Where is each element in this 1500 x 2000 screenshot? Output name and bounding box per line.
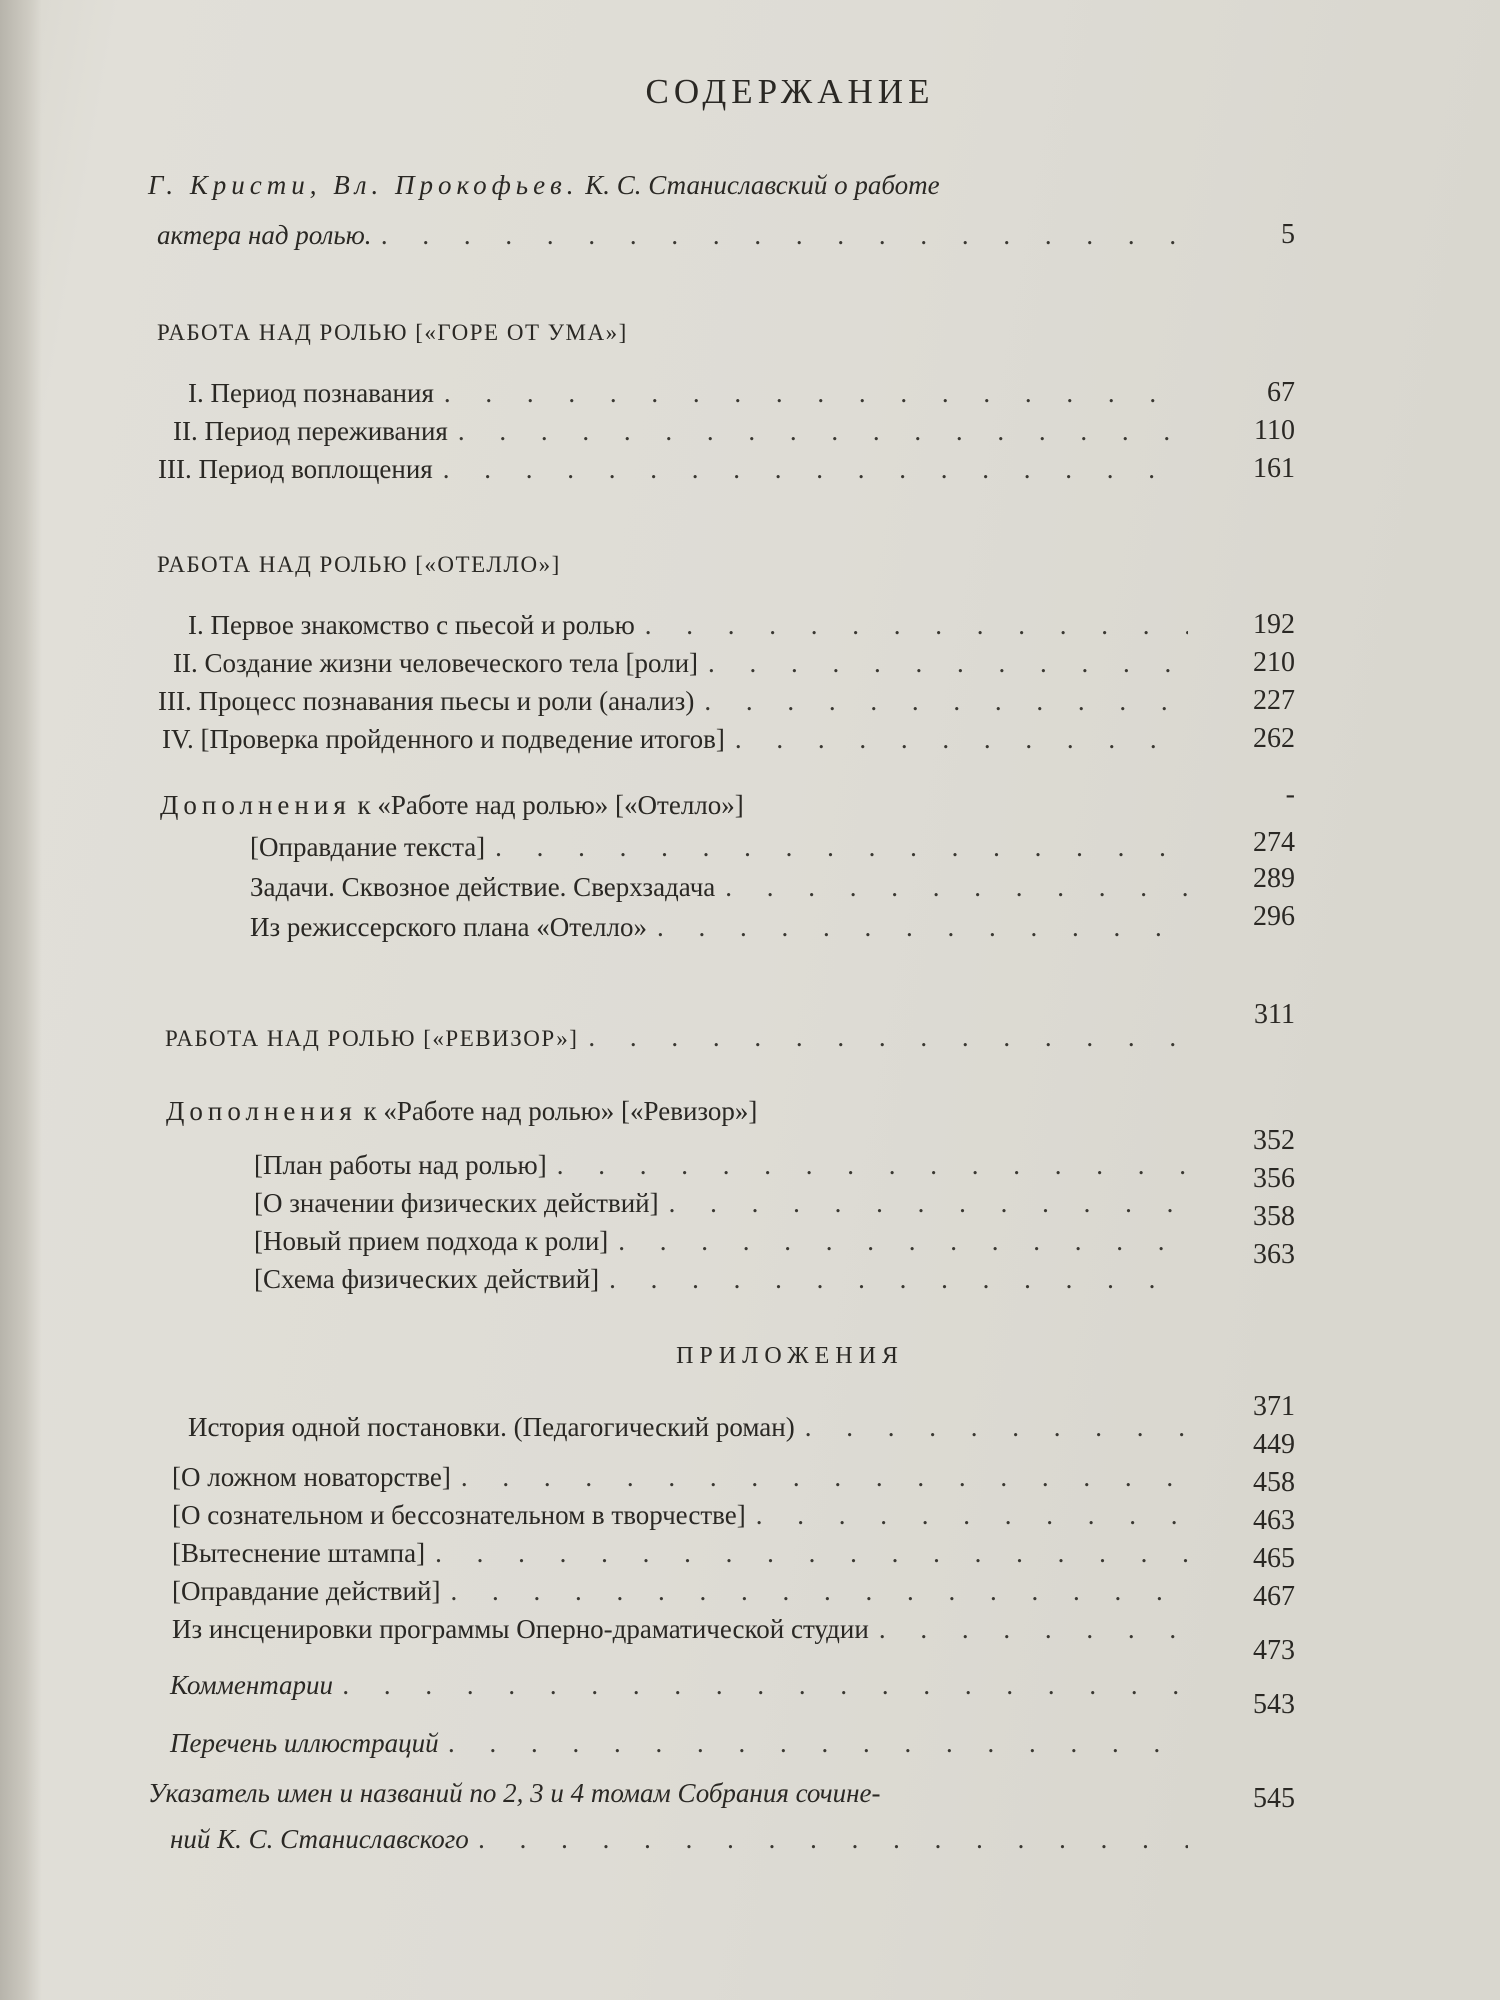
toc-intro-line1 — [148, 168, 1198, 202]
toc-entry — [162, 722, 1198, 756]
leader-dots — [479, 1822, 1188, 1856]
toc-intro-page: 5 — [1281, 219, 1295, 250]
toc-entry-label: I. Первое знакомство с пьесой и ролью — [188, 610, 635, 640]
toc-subentry — [254, 1262, 1198, 1296]
toc-entry-page: 262 — [1253, 723, 1295, 754]
toc-entry-label: Комментарии — [170, 1670, 334, 1700]
toc-entry-page: 67 — [1267, 377, 1295, 408]
toc-entry-page: 296 — [1253, 901, 1295, 932]
toc-entry-page: 356 — [1253, 1163, 1295, 1194]
toc-entry-label: I. Период познавания — [188, 378, 434, 408]
toc-entry — [158, 684, 1198, 718]
appendices-heading: ПРИЛОЖЕНИЯ — [676, 1343, 904, 1369]
leader-dots — [657, 910, 1188, 944]
toc-entry-page: 545 — [1253, 1783, 1295, 1814]
toc-entry — [158, 452, 1198, 486]
toc-entry-label: Перечень иллюстраций — [170, 1728, 439, 1758]
toc-entry-label: [О значении физических действий] — [254, 1188, 659, 1218]
leader-dots — [756, 1498, 1188, 1532]
toc-subentry — [250, 910, 1198, 944]
leader-dots — [449, 1726, 1188, 1760]
toc-entry-page: 458 — [1253, 1467, 1295, 1498]
section-heading-griboyedov: РАБОТА НАД РОЛЬЮ [«ГОРЕ ОТ УМА»] — [157, 320, 628, 345]
leader-dots — [704, 684, 1188, 718]
toc-entry — [172, 1574, 1198, 1608]
toc-entry — [172, 1536, 1198, 1570]
toc-intro-line2 — [157, 218, 1197, 252]
leader-dots — [618, 1224, 1188, 1258]
leader-dots — [725, 870, 1188, 904]
toc-entry — [170, 1668, 1198, 1702]
toc-intro-title-part1: К. С. Станиславский о работе — [578, 170, 940, 200]
toc-entry-page: 449 — [1253, 1429, 1295, 1460]
toc-intro-authors: Г. Кристи, Вл. Прокофьев. — [148, 170, 579, 200]
toc-entry-label: [О ложном новаторстве] — [172, 1462, 451, 1492]
toc-entry-label: III. Процесс познавания пьесы и роли (анализ) — [158, 686, 695, 716]
toc-entry — [172, 1460, 1198, 1494]
supplements-title: к «Работе над ролью» [«Ревизор»] — [356, 1096, 758, 1126]
leader-dots — [444, 376, 1188, 410]
toc-entry-page: 352 — [1253, 1125, 1295, 1156]
toc-entry-label: II. Создание жизни человеческого тела [роли] — [173, 648, 699, 678]
toc-entry-label: ний К. С. Станиславского — [170, 1824, 469, 1854]
leader-dots — [588, 1020, 1188, 1054]
leader-dots — [443, 452, 1188, 486]
supplements-heading-othello — [160, 788, 744, 822]
toc-entry-label: [Новый прием подхода к роли] — [254, 1226, 609, 1256]
toc-entry — [172, 1612, 1198, 1646]
toc-entry-page: 363 — [1253, 1239, 1295, 1270]
toc-entry — [170, 1822, 1198, 1856]
toc-entry-page: 311 — [1254, 999, 1295, 1030]
toc-entry-label: IV. [Проверка пройденного и подведение итогов] — [162, 724, 725, 754]
leader-dots — [458, 414, 1188, 448]
toc-entry-page: 210 — [1253, 647, 1295, 678]
toc-entry-label: История одной постановки. (Педагогический роман) — [188, 1412, 795, 1442]
toc-entry — [173, 646, 1198, 680]
toc-entry — [188, 376, 1198, 410]
toc-entry-page: 227 — [1253, 685, 1295, 716]
supplements-title: к «Работе над ролью» [«Отелло»] — [350, 790, 744, 820]
leader-dots — [557, 1148, 1188, 1182]
toc-entry-page: 371 — [1253, 1391, 1295, 1422]
toc-entry-label: [План работы над ролью] — [254, 1150, 547, 1180]
toc-subentry — [254, 1186, 1198, 1220]
toc-entry-page: 467 — [1253, 1581, 1295, 1612]
supplements-prefix: Дополнения — [166, 1096, 357, 1126]
toc-entry-label: Из режиссерского плана «Отелло» — [250, 912, 647, 942]
toc-entry-page: 473 — [1253, 1635, 1295, 1666]
toc-entry-page: - — [1285, 779, 1295, 810]
section-heading-othello: РАБОТА НАД РОЛЬЮ [«ОТЕЛЛО»] — [157, 552, 561, 577]
leader-dots — [805, 1410, 1188, 1444]
leader-dots — [879, 1612, 1188, 1646]
leader-dots — [450, 1574, 1188, 1608]
toc-entry-label: [Вытеснение штампа] — [172, 1538, 426, 1568]
leader-dots — [343, 1668, 1188, 1702]
toc-entry — [165, 1020, 1198, 1056]
toc-index-line1: Указатель имен и названий по 2, 3 и 4 томам Собрания сочине- — [148, 1778, 881, 1808]
leader-dots — [735, 722, 1188, 756]
toc-subentry — [250, 870, 1198, 904]
toc-entry-label: III. Период воплощения — [158, 454, 433, 484]
toc-entry-label: II. Период переживания — [173, 416, 448, 446]
toc-entry — [188, 608, 1198, 642]
toc-entry-page: 161 — [1253, 453, 1295, 484]
toc-entry — [173, 414, 1198, 448]
leader-dots — [381, 218, 1187, 252]
leader-dots — [609, 1262, 1188, 1296]
section-heading-revizor: РАБОТА НАД РОЛЬЮ [«РЕВИЗОР»] — [165, 1026, 579, 1051]
leader-dots — [669, 1186, 1188, 1220]
toc-entry-label: [Оправдание действий] — [172, 1576, 441, 1606]
toc-entry — [172, 1498, 1198, 1532]
toc-entry-page: 543 — [1253, 1689, 1295, 1720]
supplements-prefix: Дополнения — [160, 790, 351, 820]
toc-entry-page: 463 — [1253, 1505, 1295, 1536]
toc-entry-label: Из инсценировки программы Оперно-драматической студии — [172, 1614, 869, 1644]
toc-entry-label: [Оправдание текста] — [250, 832, 486, 862]
toc-entry — [188, 1410, 1198, 1444]
spine-shadow — [0, 0, 42, 2000]
toc-entry-label: [О сознательном и бессознательном в творчестве] — [172, 1500, 746, 1530]
leader-dots — [461, 1460, 1188, 1494]
page-title: СОДЕРЖАНИЕ — [645, 72, 935, 111]
toc-entry — [170, 1726, 1198, 1760]
toc-entry-page: 358 — [1253, 1201, 1295, 1232]
toc-entry-page: 289 — [1253, 863, 1295, 894]
toc-entry-label: Задачи. Сквозное действие. Сверхзадача — [250, 872, 716, 902]
toc-entry-page: 110 — [1254, 415, 1295, 446]
toc-entry-page: 192 — [1253, 609, 1295, 640]
toc-subentry — [254, 1224, 1198, 1258]
toc-subentry — [254, 1148, 1198, 1182]
toc-subentry — [250, 830, 1198, 864]
supplements-heading-revizor — [166, 1094, 757, 1128]
leader-dots — [495, 830, 1188, 864]
toc-entry-page: 274 — [1253, 827, 1295, 858]
toc-entry-label: [Схема физических действий] — [254, 1264, 600, 1294]
leader-dots — [435, 1536, 1188, 1570]
leader-dots — [708, 646, 1188, 680]
toc-intro-title-part2: актера над ролью. — [157, 220, 372, 250]
leader-dots — [645, 608, 1188, 642]
toc-entry-page: 465 — [1253, 1543, 1295, 1574]
